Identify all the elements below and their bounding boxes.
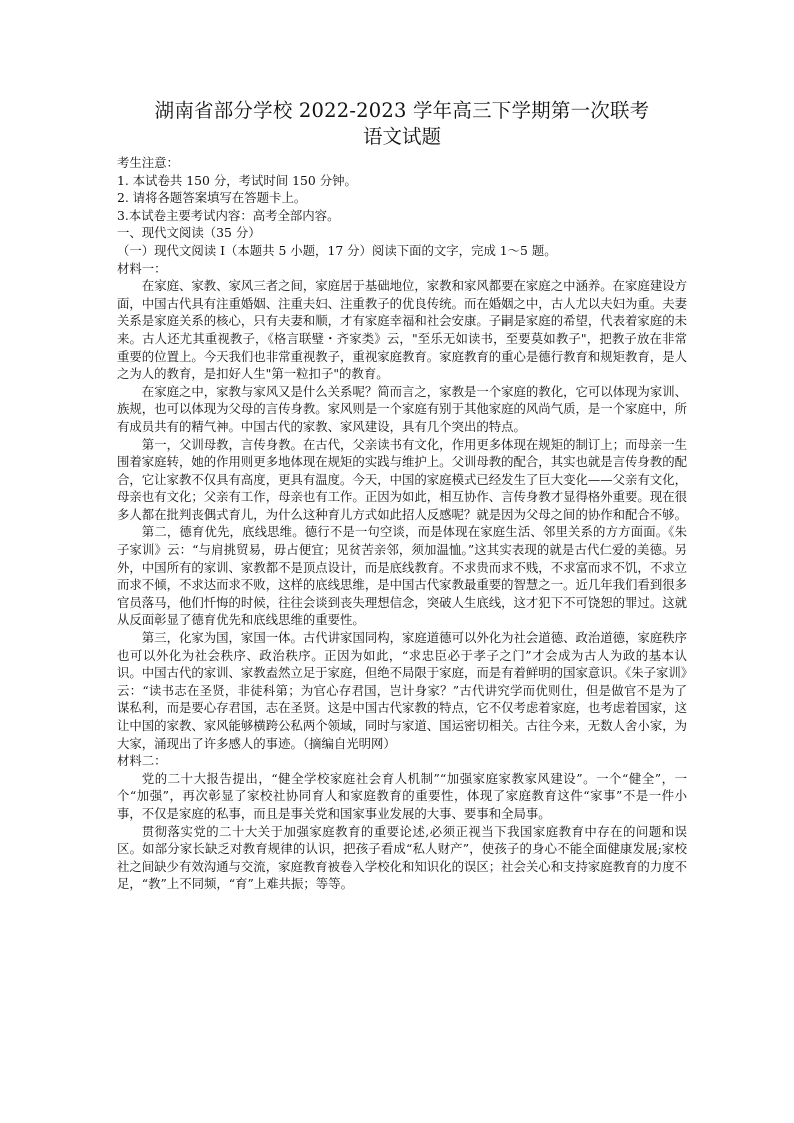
material-one-label: 材料一： (117, 260, 167, 276)
material-one-paragraph: 第一，父训母教，言传身教。在古代，父亲读书有文化，作用更多体现在规矩的制订上；而母亲一生围着家庭转，她的作用则更多地体现在规矩的实践与维护上。父训母教的配合，其实也就是言传身教的配合，它让家教不仅具有高度，更具有温度。今天，中国的家庭模式已经发生了巨大变化——父亲有文化，母亲也有文化；父亲有工作，母亲也有工作。正因为如此，相互协作、言传身教才显得格外重要。现在很多人都在批判丧偶式育儿，为什么这种育儿方式如此招人反感呢？就是因为父母之间的协作和配合不够。 (117, 436, 687, 522)
material-two-paragraph: 贯彻落实党的二十大关于加强家庭教育的重要论述,必须正视当下我国家庭教育中存在的问题和误区。如部分家长缺乏对教育规律的认识，把孩子看成“私人财产”，使孩子的身心不能全面健康发展;家校社之间缺少有效沟通与交流，家庭教育被卷入学校化和知识化的误区；社会关心和支持家庭教育的力度不足，“教”上不同频，“育”上难共振；等等。 (117, 823, 687, 892)
material-two-label: 材料二： (117, 753, 167, 769)
material-one-paragraph: 第三，化家为国，家国一体。古代讲家国同构，家庭道德可以外化为社会道德、政治道德，家庭秩序也可以外化为社会秩序、政治秩序。正因为如此，“求忠臣必于孝子之门”才会成为古人为政的基本认识。中国古代的家训、家教盍然立足于家庭，但绝不局限于家庭，而是有着鲜明的国家意识。《朱子家训》云：“读书志在圣贤，非徒科第；为官心存君国，岂计身家？”古代讲究学而优则仕，但是做官不是为了谋私利，而是要心存君国，志在圣贤。这是中国古代家教的特点，它不仅考虑着家庭，也考虑着国家，这让中国的家教、家风能够横跨公私两个领域，同时与家道、国运密切相关。古往今来，无数人舍小家，为大家，涌现出了许多感人的事迹。（摘编自光明网） (117, 630, 687, 751)
notice-item: 3.本试卷主要考试内容：高考全部内容。 (117, 207, 340, 223)
notice-item: 1. 本试卷共 150 分，考试时间 150 分钟。 (117, 172, 357, 188)
notice-item: 2. 请将各题答案填写在答题卡上。 (117, 190, 307, 206)
exam-subtitle: 语文试题 (362, 125, 441, 148)
section-heading: 一、现代文阅读（35 分） (117, 225, 261, 241)
material-one-paragraph: 第二，德育优先，底线思维。德行不是一句空谈，而是体现在家庭生活、邻里关系的方方面面。《朱子家训》云：“与肩挑贸易，毋占便宜；见贫苦亲邻，须加温恤。”这其实表现的就是古代仁爱的美德。另外，中国所有的家训、家教都不是顶点设计，而是底线教育。不求贵而求不贱，不求富而求不饥，不求立而求不倾，不求达而求不败，这样的底线思维，是中国古代家教最重要的智慧之一。近几年我们看到很多官员落马，他们忏悔的时候，往往会谈到丧失理想信念，突破人生底线，这才犯下不可饶恕的罪过。这就从反面彰显了德育优先和底线思维的重要性。 (117, 524, 687, 628)
material-one-paragraph: 在家庭之中，家教与家风又是什么关系呢？简而言之，家教是一个家庭的教化，它可以体现为家训、族规，也可以体现为父母的言传身教。家风则是一个家庭有别于其他家庭的风尚气质，是一个家庭中，所有成员共有的精气神。中国古代的家教、家风建设，具有几个突出的特点。 (117, 383, 687, 434)
exam-page (117, 98, 687, 893)
notice-heading: 考生注意： (117, 155, 179, 170)
exam-title: 湖南省部分学校 2022-2023 学年高三下学期第一次联考 (154, 99, 650, 122)
subsection-heading: （一）现代文阅读 I（本题共 5 小题，17 分）阅读下面的文字，完成 1～5 题。 (117, 242, 557, 258)
material-one-paragraph: 在家庭、家教、家风三者之间，家庭居于基础地位，家教和家风都要在家庭之中涵养。在家庭建设方面，中国古代具有注重婚姻、注重夫妇、注重教子的优良传统。而在婚姻之中，古人尤以夫妇为重。夫妻关系是家庭关系的核心，只有夫妻和顺，才有家庭幸福和社会安康。子嗣是家庭的希望，代表着家庭的未来。古人还尤其重视教子，《格言联璧・齐家类》云，"至乐无如读书，至要莫如教子"，把教子放在非常重要的位置上。今天我们也非常重视教子，重视家庭教育。家庭教育的重心是德行教育和规矩教育，是人之为人的教育，是扣好人生"第一粒扣子"的教育。 (117, 278, 687, 382)
material-two-paragraph: 党的二十大报告提出，“健全学校家庭社会育人机制”“加强家庭家教家风建设”。一个“健全”，一个“加强”，再次彰显了家校社协同育人和家庭教育的重要性，体现了家庭教育这件“家事”不是一件小事，不仅是家庭的私事，而且是事关党和国家事业发展的大事、要事和全局事。 (117, 770, 687, 821)
